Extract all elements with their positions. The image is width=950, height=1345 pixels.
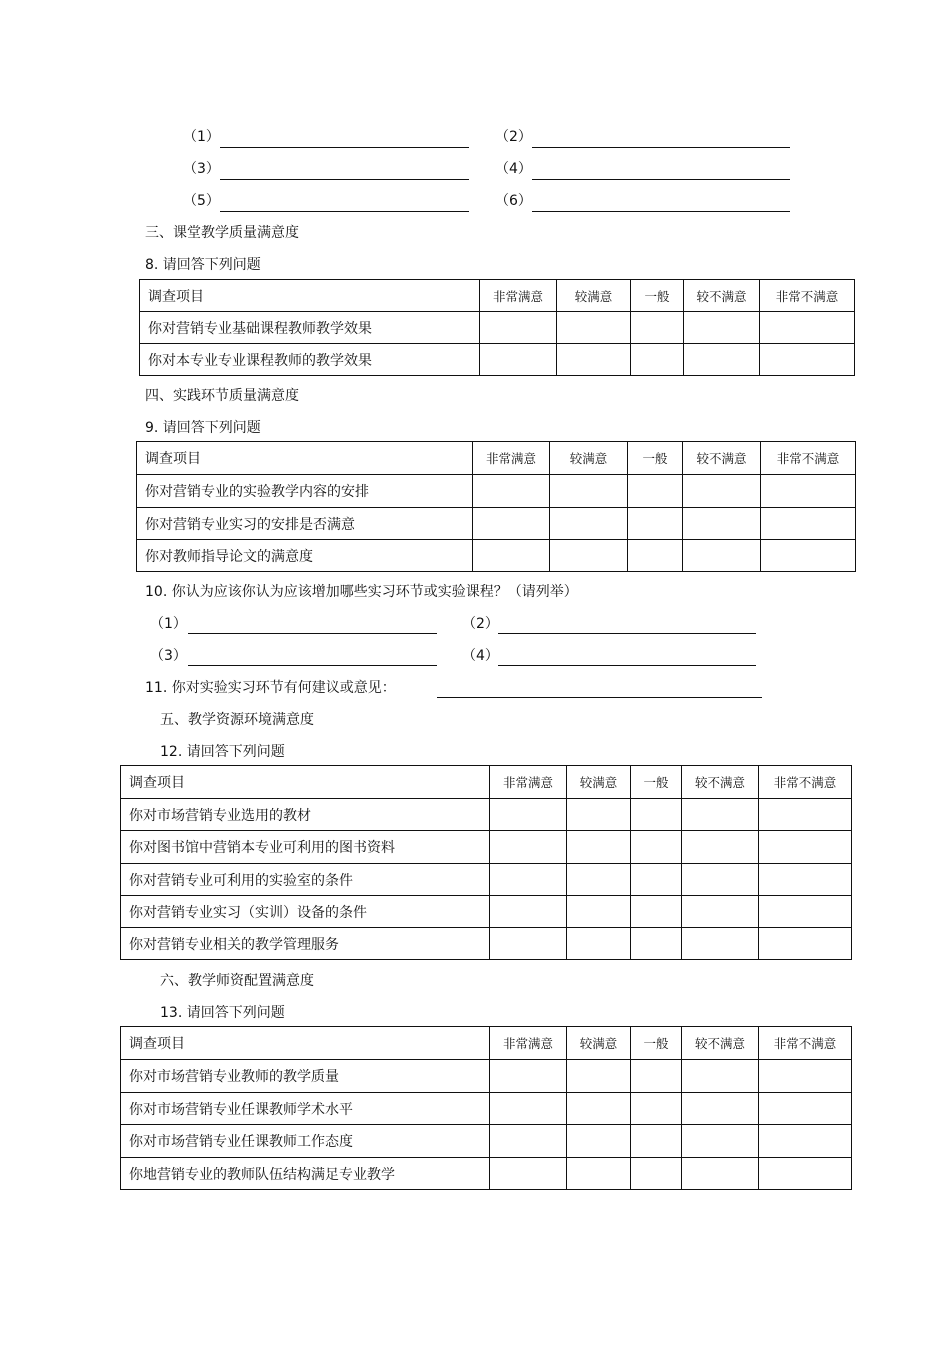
blank-label-1: （1） (183, 129, 220, 145)
q10-blank-label-4: （4） (462, 648, 499, 664)
answer-cell[interactable] (759, 1158, 852, 1190)
answer-cell[interactable] (567, 1158, 631, 1190)
section5-table (120, 765, 852, 960)
answer-cell[interactable] (759, 864, 852, 896)
row-label: 你对市场营销专业任课教师学术水平 (121, 1093, 490, 1125)
answer-cell[interactable] (567, 896, 631, 928)
row-label: 你对营销专业相关的教学管理服务 (121, 928, 490, 960)
q10-blank-label-1: （1） (150, 616, 187, 632)
answer-cell[interactable] (760, 344, 855, 376)
header-neutral: 一般 (631, 766, 682, 799)
header-very-dissatisfied: 非常不满意 (760, 280, 855, 312)
answer-cell[interactable] (490, 1125, 567, 1158)
header-neutral: 一般 (631, 1027, 682, 1060)
answer-cell[interactable] (473, 540, 550, 572)
table-row (121, 896, 852, 928)
answer-cell[interactable] (490, 1060, 567, 1093)
section3-heading: 三、课堂教学质量满意度 (145, 225, 299, 241)
answer-cell[interactable] (631, 344, 684, 376)
answer-cell[interactable] (682, 1093, 759, 1125)
section6-heading: 六、教学师资配置满意度 (160, 973, 314, 989)
row-label: 你对营销专业可利用的实验室的条件 (121, 864, 490, 896)
table-row (140, 312, 855, 344)
answer-cell[interactable] (761, 475, 856, 508)
answer-cell[interactable] (760, 312, 855, 344)
answer-cell[interactable] (683, 508, 761, 540)
answer-cell[interactable] (682, 896, 759, 928)
row-label: 你对图书馆中营销本专业可利用的图书资料 (121, 831, 490, 864)
blank-label-6: （6） (495, 193, 532, 209)
answer-cell[interactable] (761, 540, 856, 572)
header-very-dissatisfied: 非常不满意 (759, 1027, 852, 1060)
section5-question: 12. 请回答下列问题 (160, 744, 285, 760)
header-item: 调查项目 (137, 442, 473, 475)
row-label: 你对本专业专业课程教师的教学效果 (140, 344, 480, 376)
header-dissatisfied: 较不满意 (683, 442, 761, 475)
answer-cell[interactable] (631, 1060, 682, 1093)
q11-text: 11. 你对实验实习环节有何建议或意见： (145, 680, 396, 696)
header-very-dissatisfied: 非常不满意 (761, 442, 856, 475)
table-row (137, 508, 856, 540)
table-row (121, 1158, 852, 1190)
answer-cell[interactable] (631, 831, 682, 864)
header-very-satisfied: 非常满意 (473, 442, 550, 475)
answer-cell[interactable] (682, 864, 759, 896)
header-very-satisfied: 非常满意 (490, 1027, 567, 1060)
row-label: 你对市场营销专业教师的教学质量 (121, 1060, 490, 1093)
answer-cell[interactable] (567, 864, 631, 896)
table-row (121, 1060, 852, 1093)
answer-cell[interactable] (759, 1093, 852, 1125)
row-label: 你地营销专业的教师队伍结构满足专业教学 (121, 1158, 490, 1190)
table-row (121, 928, 852, 960)
answer-cell[interactable] (550, 540, 628, 572)
answer-cell[interactable] (567, 928, 631, 960)
header-item: 调查项目 (121, 766, 490, 799)
row-label: 你对营销专业基础课程教师教学效果 (140, 312, 480, 344)
header-satisfied: 较满意 (557, 280, 631, 312)
table-row (121, 1125, 852, 1158)
table-row (137, 475, 856, 508)
answer-cell[interactable] (684, 312, 760, 344)
blank-label-5: （5） (183, 193, 220, 209)
header-dissatisfied: 较不满意 (682, 1027, 759, 1060)
blank-label-3: （3） (183, 161, 220, 177)
blank-line-2[interactable] (532, 147, 790, 148)
answer-cell[interactable] (683, 475, 761, 508)
row-label: 你对营销专业的实验教学内容的安排 (137, 475, 473, 508)
answer-cell[interactable] (759, 831, 852, 864)
table-row (121, 831, 852, 864)
blank-line-4[interactable] (532, 179, 790, 180)
q11-answer-line[interactable] (437, 697, 762, 698)
answer-cell[interactable] (631, 896, 682, 928)
answer-cell[interactable] (684, 344, 760, 376)
answer-cell[interactable] (490, 896, 567, 928)
answer-cell[interactable] (631, 1093, 682, 1125)
header-dissatisfied: 较不满意 (682, 766, 759, 799)
header-item: 调查项目 (121, 1027, 490, 1060)
answer-cell[interactable] (550, 508, 628, 540)
answer-cell[interactable] (490, 864, 567, 896)
answer-cell[interactable] (631, 312, 684, 344)
answer-cell[interactable] (759, 896, 852, 928)
q10-blank-line-1[interactable] (188, 633, 437, 634)
answer-cell[interactable] (628, 508, 683, 540)
blank-label-2: （2） (495, 129, 532, 145)
answer-cell[interactable] (683, 540, 761, 572)
blank-line-1[interactable] (220, 147, 469, 148)
answer-cell[interactable] (490, 831, 567, 864)
row-label: 你对营销专业实习的安排是否满意 (137, 508, 473, 540)
answer-cell[interactable] (473, 475, 550, 508)
section3-table (139, 279, 855, 376)
answer-cell[interactable] (682, 928, 759, 960)
section6-question: 13. 请回答下列问题 (160, 1005, 285, 1021)
answer-cell[interactable] (759, 928, 852, 960)
section4-heading: 四、实践环节质量满意度 (145, 388, 299, 404)
blank-line-5[interactable] (220, 211, 469, 212)
header-satisfied: 较满意 (550, 442, 628, 475)
row-label: 你对市场营销专业任课教师工作态度 (121, 1125, 490, 1158)
answer-cell[interactable] (631, 928, 682, 960)
q10-blank-label-2: （2） (462, 616, 499, 632)
header-satisfied: 较满意 (567, 1027, 631, 1060)
blank-line-6[interactable] (532, 211, 790, 212)
answer-cell[interactable] (682, 799, 759, 831)
answer-cell[interactable] (490, 928, 567, 960)
q10-blank-line-3[interactable] (188, 665, 437, 666)
answer-cell[interactable] (567, 1125, 631, 1158)
q10-blank-line-2[interactable] (498, 633, 756, 634)
q10-blank-line-4[interactable] (498, 665, 756, 666)
answer-cell[interactable] (759, 1060, 852, 1093)
row-label: 你对营销专业实习（实训）设备的条件 (121, 896, 490, 928)
answer-cell[interactable] (473, 508, 550, 540)
answer-cell[interactable] (490, 1093, 567, 1125)
answer-cell[interactable] (682, 1125, 759, 1158)
header-neutral: 一般 (628, 442, 683, 475)
section4-question: 9. 请回答下列问题 (145, 420, 261, 436)
section6-table (120, 1026, 852, 1190)
answer-cell[interactable] (631, 1125, 682, 1158)
blank-label-4: （4） (495, 161, 532, 177)
answer-cell[interactable] (682, 1060, 759, 1093)
answer-cell[interactable] (567, 831, 631, 864)
answer-cell[interactable] (567, 799, 631, 831)
table-row (121, 1093, 852, 1125)
answer-cell[interactable] (759, 799, 852, 831)
answer-cell[interactable] (490, 799, 567, 831)
answer-cell[interactable] (628, 475, 683, 508)
header-very-satisfied: 非常满意 (490, 766, 567, 799)
table-row (140, 344, 855, 376)
answer-cell[interactable] (557, 344, 631, 376)
answer-cell[interactable] (631, 799, 682, 831)
answer-cell[interactable] (557, 312, 631, 344)
answer-cell[interactable] (631, 1158, 682, 1190)
answer-cell[interactable] (631, 864, 682, 896)
table-row (121, 799, 852, 831)
answer-cell[interactable] (490, 1158, 567, 1190)
answer-cell[interactable] (682, 831, 759, 864)
answer-cell[interactable] (567, 1060, 631, 1093)
answer-cell[interactable] (628, 540, 683, 572)
answer-cell[interactable] (567, 1093, 631, 1125)
answer-cell[interactable] (682, 1158, 759, 1190)
answer-cell[interactable] (759, 1125, 852, 1158)
table-row (121, 864, 852, 896)
answer-cell[interactable] (480, 344, 557, 376)
header-very-dissatisfied: 非常不满意 (759, 766, 852, 799)
section5-heading: 五、教学资源环境满意度 (160, 712, 314, 728)
header-item: 调查项目 (140, 280, 480, 312)
header-satisfied: 较满意 (567, 766, 631, 799)
header-dissatisfied: 较不满意 (684, 280, 760, 312)
q10-text: 10. 你认为应该你认为应该增加哪些实习环节或实验课程？（请列举） (145, 584, 578, 600)
row-label: 你对教师指导论文的满意度 (137, 540, 473, 572)
q10-blank-label-3: （3） (150, 648, 187, 664)
blank-line-3[interactable] (220, 179, 469, 180)
section3-question: 8. 请回答下列问题 (145, 257, 261, 273)
answer-cell[interactable] (480, 312, 557, 344)
section4-table (136, 441, 856, 572)
answer-cell[interactable] (550, 475, 628, 508)
row-label: 你对市场营销专业选用的教材 (121, 799, 490, 831)
header-very-satisfied: 非常满意 (480, 280, 557, 312)
answer-cell[interactable] (761, 508, 856, 540)
header-neutral: 一般 (631, 280, 684, 312)
table-row (137, 540, 856, 572)
